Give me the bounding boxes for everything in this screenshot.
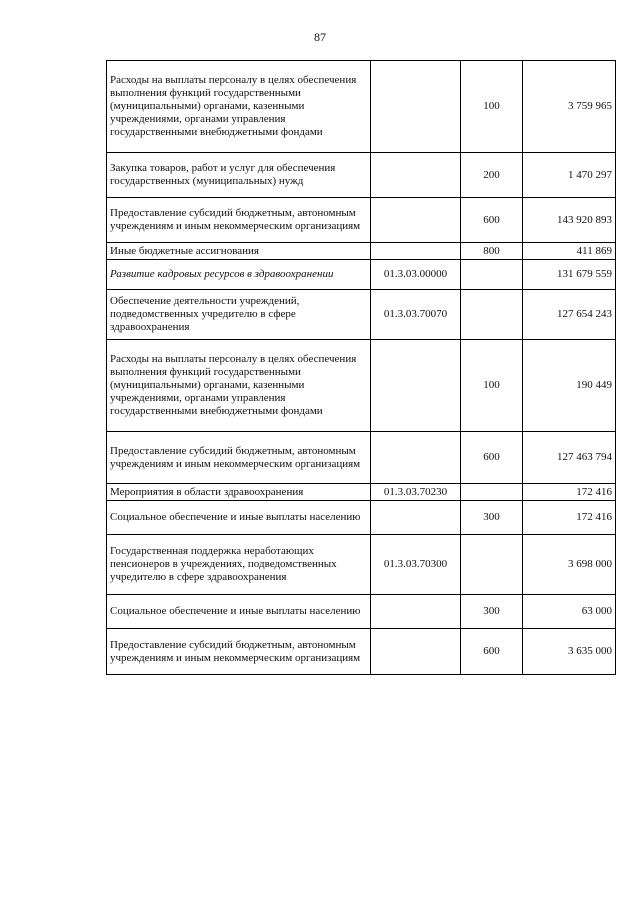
cell-code [371,629,461,675]
cell-name: Социальное обеспечение и иные выплаты населению [107,595,371,629]
cell-code: 01.3.03.00000 [371,260,461,290]
cell-name: Предоставление субсидий бюджетным, автономным учреждениям и иным некоммерческим организациям [107,432,371,484]
table-row [107,290,616,340]
cell-code: 01.3.03.70230 [371,484,461,501]
cell-expense-type: 300 [461,501,523,535]
table-row [107,432,616,484]
table-row [107,595,616,629]
cell-expense-type: 800 [461,243,523,260]
cell-amount: 127 654 243 [523,290,616,340]
table-row [107,61,616,153]
table-row [107,198,616,243]
table-row [107,629,616,675]
cell-amount: 172 416 [523,484,616,501]
cell-expense-type: 200 [461,153,523,198]
cell-amount: 3 635 000 [523,629,616,675]
cell-expense-type [461,535,523,595]
cell-expense-type [461,290,523,340]
cell-amount: 131 679 559 [523,260,616,290]
cell-expense-type [461,260,523,290]
table-row [107,501,616,535]
budget-table-body [107,61,616,675]
cell-expense-type: 100 [461,61,523,153]
cell-amount: 143 920 893 [523,198,616,243]
table-row [107,340,616,432]
cell-expense-type: 600 [461,432,523,484]
budget-table [106,60,616,675]
table-row [107,243,616,260]
table-row [107,260,616,290]
cell-code [371,61,461,153]
cell-expense-type: 100 [461,340,523,432]
cell-code [371,595,461,629]
cell-code [371,501,461,535]
cell-name: Расходы на выплаты персоналу в целях обеспечения выполнения функций государственными (муниципальными) органами, казенными учреждениями, органами управления государственными внебюджетными фондами [107,61,371,153]
cell-name: Закупка товаров, работ и услуг для обеспечения государственных (муниципальных) нужд [107,153,371,198]
cell-amount: 127 463 794 [523,432,616,484]
cell-name: Мероприятия в области здравоохранения [107,484,371,501]
cell-name: Обеспечение деятельности учреждений, подведомственных учредителю в сфере здравоохранения [107,290,371,340]
cell-name: Расходы на выплаты персоналу в целях обеспечения выполнения функций государственными (муниципальными) органами, казенными учреждениями, органами управления государственными внебюджетными фондами [107,340,371,432]
cell-amount: 172 416 [523,501,616,535]
cell-amount: 1 470 297 [523,153,616,198]
cell-code [371,243,461,260]
cell-code [371,198,461,243]
cell-expense-type [461,484,523,501]
cell-name: Социальное обеспечение и иные выплаты населению [107,501,371,535]
table-row [107,484,616,501]
cell-amount: 3 759 965 [523,61,616,153]
cell-amount: 3 698 000 [523,535,616,595]
cell-name: Предоставление субсидий бюджетным, автономным учреждениям и иным некоммерческим организациям [107,629,371,675]
cell-name: Иные бюджетные ассигнования [107,243,371,260]
cell-name: Развитие кадровых ресурсов в здравоохранении [107,260,371,290]
cell-code: 01.3.03.70300 [371,535,461,595]
cell-amount: 63 000 [523,595,616,629]
page-number: 87 [314,30,326,44]
cell-amount: 411 869 [523,243,616,260]
cell-code [371,153,461,198]
table-row [107,153,616,198]
cell-name: Предоставление субсидий бюджетным, автономным учреждениям и иным некоммерческим организациям [107,198,371,243]
cell-expense-type: 600 [461,629,523,675]
cell-name: Государственная поддержка неработающих пенсионеров в учреждениях, подведомственных учредителю в сфере здравоохранения [107,535,371,595]
cell-expense-type: 600 [461,198,523,243]
cell-expense-type: 300 [461,595,523,629]
cell-amount: 190 449 [523,340,616,432]
cell-code [371,340,461,432]
cell-code: 01.3.03.70070 [371,290,461,340]
cell-code [371,432,461,484]
table-row [107,535,616,595]
